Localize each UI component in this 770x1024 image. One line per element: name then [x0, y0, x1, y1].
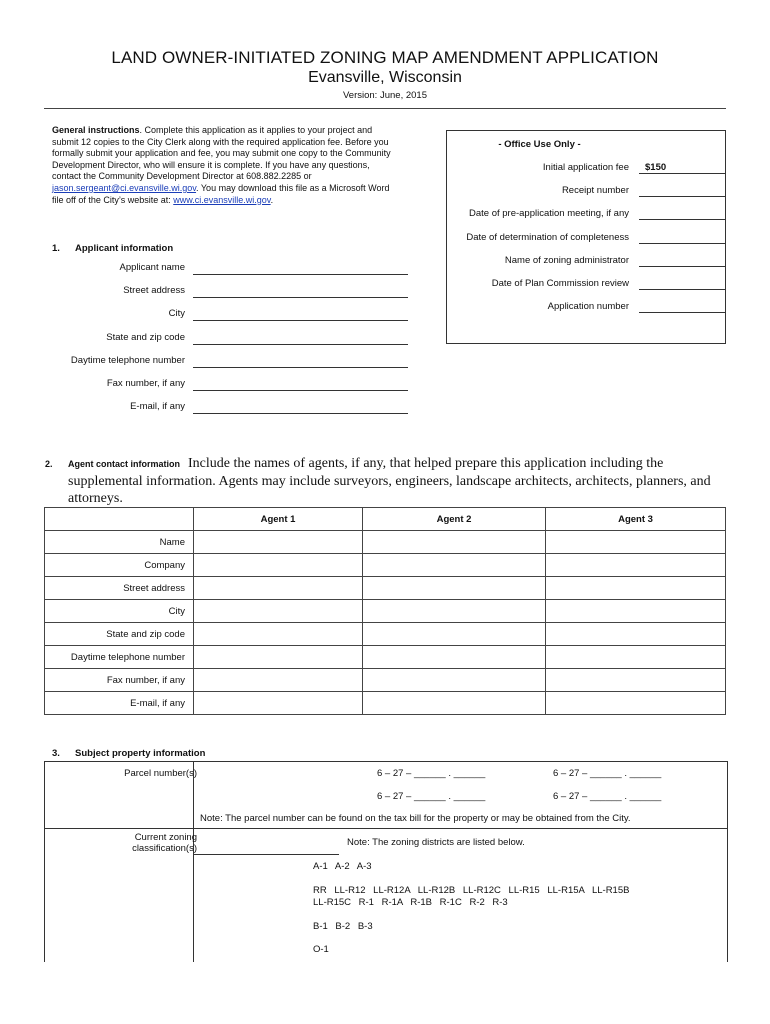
- office-row-field[interactable]: [639, 277, 725, 290]
- agent-cell[interactable]: [194, 669, 363, 692]
- field-label: Applicant name: [119, 262, 185, 273]
- agent-table-header: [45, 508, 726, 531]
- agent-cell[interactable]: [194, 531, 363, 554]
- field-label: Fax number, if any: [106, 378, 185, 389]
- agent-cell[interactable]: [546, 623, 726, 646]
- field-label: E-mail, if any: [130, 401, 185, 412]
- applicant-field: [0, 401, 410, 415]
- zoning-districts: B-1 B-2 B-3: [313, 921, 373, 932]
- agent-intro-text: Include the names of agents, if any, that helped prepare this application including the supplemental information. Agents may include surveyors, engineers, landscape architects, architects, planners, and attorneys.: [68, 456, 711, 506]
- table-row: [45, 669, 726, 692]
- applicant-field: [0, 262, 410, 276]
- office-row-field[interactable]: [639, 184, 725, 197]
- table-row: [45, 692, 726, 715]
- field-label: Daytime telephone number: [70, 355, 185, 366]
- version-label: Version: June, 2015: [343, 90, 427, 101]
- page-subtitle: Evansville, Wisconsin: [308, 69, 462, 86]
- agent-cell[interactable]: [546, 554, 726, 577]
- office-use-heading: - Office Use Only -: [498, 139, 581, 150]
- table-row: [45, 554, 726, 577]
- applicant-field: [0, 378, 410, 392]
- section-1-heading: Applicant information: [75, 243, 174, 254]
- office-row-field[interactable]: [639, 231, 725, 244]
- row-label: Company: [45, 554, 194, 577]
- header-divider: [44, 108, 726, 109]
- row-label: E-mail, if any: [45, 692, 194, 715]
- table-row: [45, 531, 726, 554]
- applicant-name-input[interactable]: [193, 262, 408, 275]
- office-row-label: Initial application fee: [542, 162, 629, 173]
- zoning-districts: A-1 A-2 A-3: [313, 861, 372, 872]
- table-row: [45, 577, 726, 600]
- fax-input[interactable]: [193, 378, 408, 391]
- section-3-heading: Subject property information: [75, 748, 206, 759]
- row-label: Name: [45, 531, 194, 554]
- agent-cell[interactable]: [363, 554, 546, 577]
- agent-cell[interactable]: [546, 669, 726, 692]
- agent-cell[interactable]: [363, 531, 546, 554]
- office-row-label: Application number: [547, 301, 629, 312]
- applicant-fields: [0, 262, 420, 422]
- agent-cell[interactable]: [546, 577, 726, 600]
- email-input[interactable]: [193, 401, 408, 414]
- instructions-text: . Complete this application as it applies to your project and submit 12 copies to the City Clerk along with the required application fee. Before you formally submit your application and fee, you may submit one copy to the Community Development Director, who will ensure it is complete. If you have any questions, contact the Community Development Director at 608.882.2285 or: [52, 125, 391, 182]
- zoning-districts: RR LL-R12 LL-R12A LL-R12B LL-R12C LL-R15 LL-R15A LL-R15B: [313, 885, 630, 896]
- agent-cell[interactable]: [194, 600, 363, 623]
- agent-cell[interactable]: [194, 577, 363, 600]
- field-label: City: [168, 308, 185, 319]
- table-row: [45, 623, 726, 646]
- office-row-label: Date of Plan Commission review: [491, 278, 629, 289]
- section-1-number: 1.: [52, 243, 60, 254]
- office-row-label: Date of determination of completeness: [466, 232, 629, 243]
- agent-cell[interactable]: [546, 646, 726, 669]
- column-header: Agent 3: [546, 508, 726, 531]
- section-3-number: 3.: [52, 748, 60, 759]
- instructions-heading: General instructions: [52, 125, 140, 135]
- agent-cell[interactable]: [546, 692, 726, 715]
- field-label: Street address: [123, 285, 185, 296]
- parcel-field[interactable]: 6 – 27 – ______ . ______: [553, 791, 662, 802]
- office-row-field[interactable]: [639, 254, 725, 267]
- agent-cell[interactable]: [363, 600, 546, 623]
- zoning-districts: O-1: [313, 944, 329, 955]
- office-row-field[interactable]: [639, 207, 725, 220]
- agent-cell[interactable]: [546, 531, 726, 554]
- zoning-districts: LL-R15C R-1 R-1A R-1B R-1C R-2 R-3: [313, 897, 508, 908]
- row-label: City: [45, 600, 194, 623]
- row-label: Daytime telephone number: [45, 646, 194, 669]
- column-header: Agent 1: [194, 508, 363, 531]
- zoning-label: classification(s): [132, 843, 197, 854]
- applicant-field: [0, 355, 410, 369]
- instructions-text-3: .: [270, 194, 274, 205]
- office-row-field[interactable]: [639, 300, 725, 313]
- agent-cell[interactable]: [194, 623, 363, 646]
- agent-cell[interactable]: [194, 554, 363, 577]
- general-instructions: [52, 125, 400, 206]
- agent-cell[interactable]: [194, 646, 363, 669]
- zoning-label: Current zoning: [134, 832, 197, 843]
- office-row-label: Name of zoning administrator: [504, 255, 629, 266]
- instructions-text-2: . You may download this file as a Microsoft Word file off of the City’s website at:: [52, 182, 390, 205]
- zoning-note: Note: The zoning districts are listed below.: [347, 837, 525, 848]
- parcel-field[interactable]: 6 – 27 – ______ . ______: [553, 768, 662, 779]
- parcel-field[interactable]: 6 – 27 – ______ . ______: [377, 768, 486, 779]
- agent-table: [44, 507, 726, 715]
- parcel-note: Note: The parcel number can be found on the tax bill for the property or may be obtained from the City.: [200, 813, 631, 824]
- agent-cell[interactable]: [363, 577, 546, 600]
- agent-cell[interactable]: [363, 646, 546, 669]
- field-label: State and zip code: [106, 332, 185, 343]
- agent-cell[interactable]: [363, 692, 546, 715]
- office-row-value: $150: [645, 162, 667, 173]
- parcel-label: Parcel number(s): [124, 768, 197, 779]
- table-row: [45, 646, 726, 669]
- email-link[interactable]: jason.sergeant@ci.evansville.wi.gov: [52, 182, 197, 193]
- row-label: State and zip code: [45, 623, 194, 646]
- office-use-box: [446, 130, 726, 344]
- row-label: Street address: [45, 577, 194, 600]
- website-link[interactable]: www.ci.evansville.wi.gov: [173, 194, 271, 205]
- street-address-input[interactable]: [193, 285, 408, 298]
- section-2-number: 2.: [45, 459, 53, 469]
- applicant-field: [0, 308, 410, 322]
- property-box: [44, 761, 728, 962]
- parcel-field[interactable]: 6 – 27 – ______ . ______: [377, 791, 486, 802]
- column-header: Agent 2: [363, 508, 546, 531]
- table-row: [45, 600, 726, 623]
- section-2-heading: Agent contact information: [68, 459, 180, 469]
- applicant-field: [0, 285, 410, 299]
- agent-cell[interactable]: [546, 600, 726, 623]
- corner-cell: [45, 508, 194, 531]
- state-zip-input[interactable]: [193, 332, 408, 345]
- agent-cell[interactable]: [194, 692, 363, 715]
- row-label: Fax number, if any: [45, 669, 194, 692]
- agent-intro: [68, 455, 728, 507]
- zoning-input-line[interactable]: [193, 854, 339, 855]
- applicant-field: [0, 332, 410, 346]
- phone-input[interactable]: [193, 355, 408, 368]
- office-row-label: Receipt number: [561, 185, 629, 196]
- office-row-label: Date of pre-application meeting, if any: [468, 208, 629, 219]
- agent-cell[interactable]: [363, 669, 546, 692]
- row-divider: [45, 828, 727, 829]
- page-title: LAND OWNER-INITIATED ZONING MAP AMENDMENT APPLICATION: [111, 48, 659, 67]
- city-input[interactable]: [193, 308, 408, 321]
- agent-cell[interactable]: [363, 623, 546, 646]
